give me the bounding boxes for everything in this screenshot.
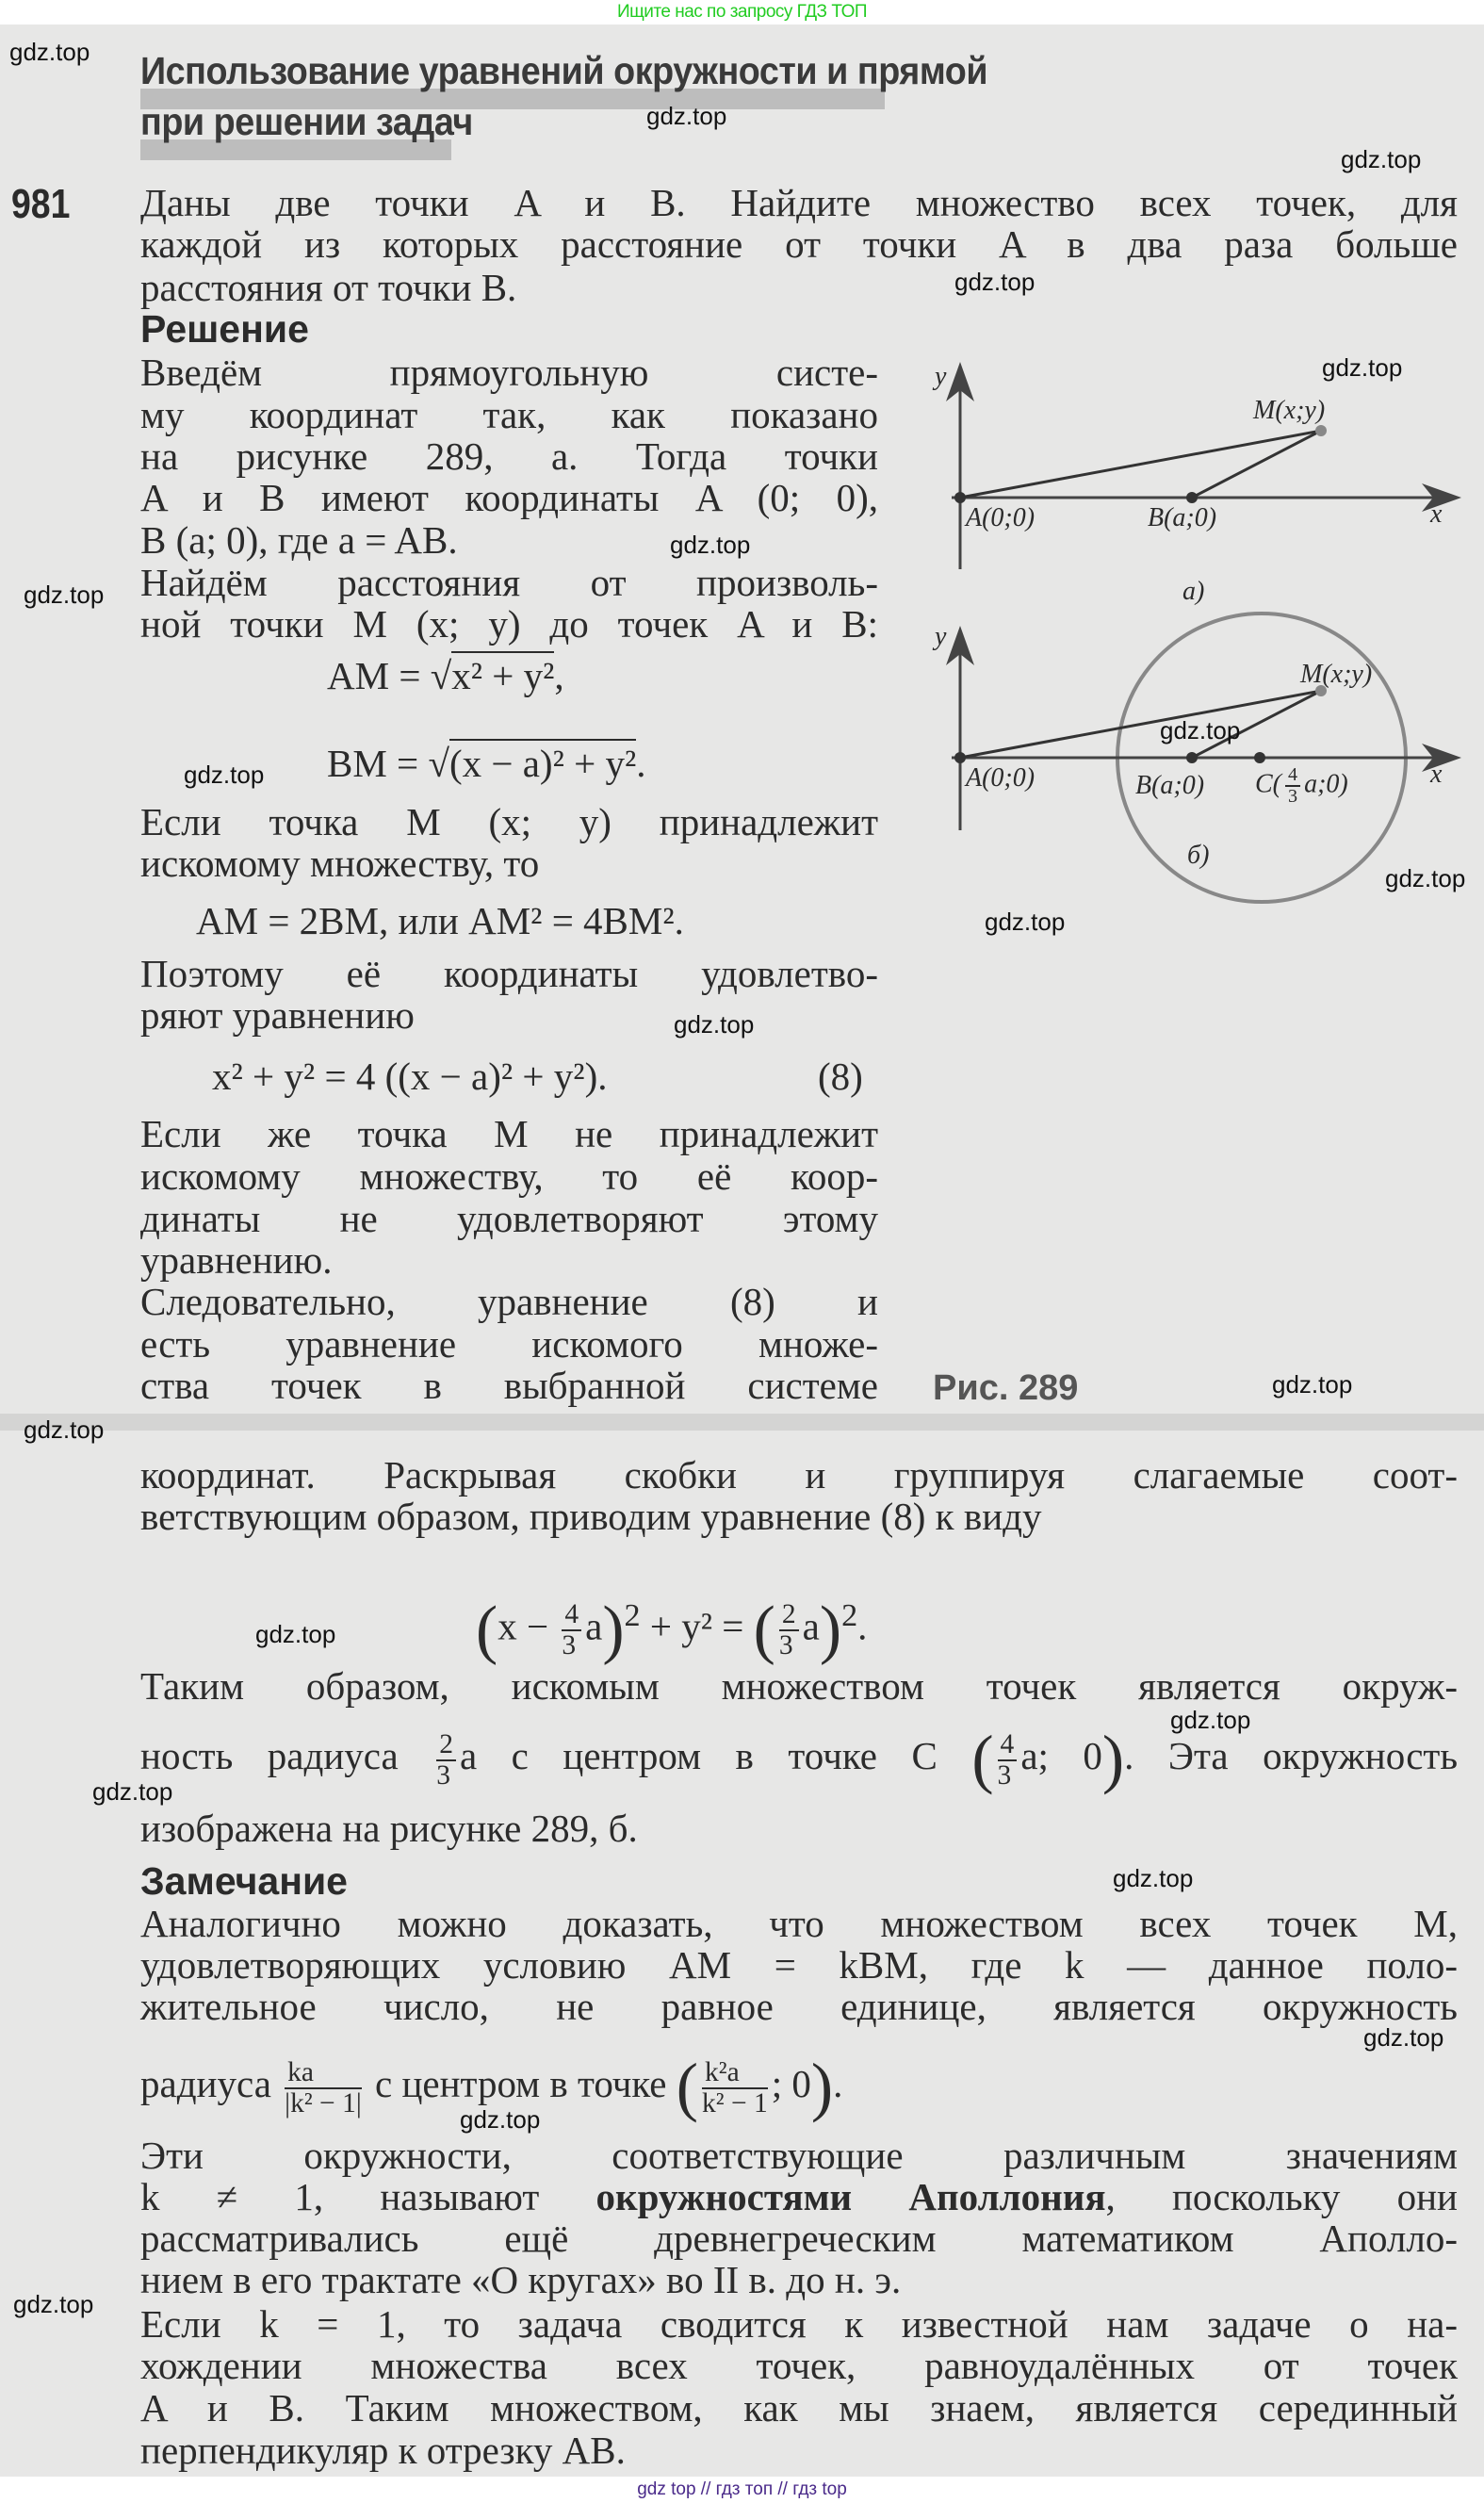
watermark: gdz.top <box>13 2290 94 2318</box>
fraction <box>702 2058 768 2119</box>
problem-text: каждой из которых расстояние от точки A в два раза больше <box>140 222 1458 266</box>
text-part: ; 0 <box>771 2062 811 2105</box>
term-apollonius-circles: окружностями Аполлония <box>595 2175 1106 2218</box>
watermark: gdz.top <box>92 1777 173 1806</box>
watermark: gdz.top <box>954 268 1036 296</box>
watermark: gdz.top <box>255 1620 336 1648</box>
watermark: gdz.top <box>24 581 105 609</box>
fraction <box>998 1730 1018 1791</box>
numerator: 2 <box>779 1600 799 1631</box>
text-line: Если k = 1, то задача сводится к известной нам задаче о на- <box>140 2302 1458 2346</box>
figure-a-label: а) <box>1182 577 1205 606</box>
axis-label-x: x <box>1430 760 1443 789</box>
watermark: gdz.top <box>646 102 727 130</box>
watermark: gdz.top <box>985 908 1066 936</box>
formula-part: BM = <box>327 742 429 785</box>
formula-part: , <box>554 654 564 697</box>
segment-bm <box>1192 431 1321 498</box>
paren: ( <box>753 1594 775 1667</box>
axis-label-y: y <box>935 622 947 651</box>
formula-part: . <box>636 742 646 785</box>
segment-am <box>960 691 1321 758</box>
denominator: 3 <box>778 1630 793 1661</box>
label-m: M(x;y) <box>1253 396 1326 425</box>
footer-links[interactable]: gdz top // гдз топ // гдз top <box>637 2479 847 2499</box>
text-line: ной точки M (x; y) до точек A и B: <box>140 602 878 646</box>
problem-number: 981 <box>11 181 71 227</box>
text-line: искомому множеству, то её коор- <box>140 1154 878 1198</box>
text-line: ветствующим образом, приводим уравнение (8) к виду <box>140 1495 1042 1538</box>
paren: ) <box>810 2051 834 2124</box>
label-c <box>1255 765 1348 807</box>
formula-bm: BM = √(x − a)² + y². <box>327 742 646 785</box>
axis-label-x: x <box>1430 499 1443 529</box>
label-b: B(a;0) <box>1148 503 1217 532</box>
text-line: удовлетворяющих условию AM = kBM, где k — данное поло- <box>140 1943 1458 1987</box>
watermark: gdz.top <box>9 38 90 66</box>
text-part: , поскольку они <box>1105 2175 1458 2218</box>
formula-part: x − <box>497 1604 559 1648</box>
denominator: 3 <box>1288 786 1298 808</box>
text-line: на рисунке 289, а. Тогда точки <box>140 434 878 478</box>
fraction <box>562 1600 581 1660</box>
denominator: 3 <box>436 1759 450 1791</box>
text-line: ряют уравнению <box>140 993 415 1037</box>
numerator: ka <box>285 2058 362 2089</box>
figure-caption: Рис. 289 <box>933 1368 1079 1408</box>
watermark: gdz.top <box>670 531 751 559</box>
point-a <box>954 492 966 503</box>
text-line-apollonius <box>140 2175 1458 2218</box>
text-line: Введём прямоугольную систе- <box>140 351 878 394</box>
text-part: a; 0 <box>1020 1734 1102 1777</box>
denominator: 3 <box>997 1759 1012 1791</box>
denominator: |k² − 1| <box>285 2087 362 2119</box>
numerator: 4 <box>1285 765 1300 787</box>
text-line: му координат так, как показано <box>140 393 878 436</box>
text-line: A и B имеют координаты A (0; 0), <box>140 476 878 519</box>
text-line: Таким образом, искомым множеством точек является окруж- <box>140 1664 1458 1708</box>
text-line: перпендикуляр к отрезку AB. <box>140 2429 626 2472</box>
fraction <box>1285 765 1300 807</box>
denominator: k² − 1 <box>701 2087 768 2119</box>
watermark: gdz.top <box>184 761 265 789</box>
text-line: уравнению. <box>140 1238 333 1282</box>
label-a: A(0;0) <box>966 503 1036 532</box>
formula-am: AM = √x² + y², <box>327 654 564 697</box>
text-line: Аналогично можно доказать, что множеством всех точек M, <box>140 1902 1458 1945</box>
top-banner[interactable]: Ищите нас по запросу ГДЗ ТОП <box>616 2 868 22</box>
label-m: M(x;y) <box>1300 660 1373 689</box>
formula-part: a <box>802 1604 820 1648</box>
text-line: координат. Раскрывая скобки и группируя слагаемые соот- <box>140 1453 1458 1497</box>
label-part: a;0) <box>1304 769 1348 799</box>
text-line: рассматривались ещё древнегреческим математиком Аполло- <box>140 2217 1458 2260</box>
text-part: радиуса <box>140 2062 271 2105</box>
text-line-radius <box>140 1723 1459 1796</box>
paren: ) <box>1101 1723 1125 1796</box>
watermark: gdz.top <box>674 1010 755 1039</box>
text-line: жительное число, не равное единице, является окружность <box>140 1985 1458 2028</box>
paren: ) <box>602 1594 625 1667</box>
watermark: gdz.top <box>1322 353 1403 382</box>
radicand: x² + y² <box>451 651 554 697</box>
watermark: gdz.top <box>1341 145 1422 173</box>
text-line: изображена на рисунке 289, б. <box>140 1807 638 1850</box>
section-title: при решении задач <box>140 100 473 143</box>
numerator: 4 <box>998 1730 1018 1761</box>
section-title: Использование уравнений окружности и прямой <box>140 49 988 92</box>
radicand: (x − a)² + y² <box>449 739 636 785</box>
watermark: gdz.top <box>24 1415 105 1444</box>
formula-ratio: AM = 2BM, или AM² = 4BM². <box>196 899 684 942</box>
point-a <box>954 752 966 763</box>
exponent: 2 <box>841 1598 858 1633</box>
numerator: 2 <box>436 1730 456 1761</box>
text-part: k ≠ 1, называют <box>140 2175 596 2218</box>
text-line: B (a; 0), где a = AB. <box>140 518 458 562</box>
numerator: k²a <box>702 2058 768 2089</box>
watermark: gdz.top <box>1170 1706 1251 1734</box>
text-part: . <box>833 2062 843 2105</box>
point-c <box>1254 752 1265 763</box>
formula-eq8: x² + y² = 4 ((x − a)² + y²). <box>212 1055 608 1098</box>
watermark: gdz.top <box>1160 716 1241 744</box>
label-part: C( <box>1255 769 1281 799</box>
text-line: Если же точка M не принадлежит <box>140 1112 878 1155</box>
text-line: Найдём расстояния от произволь- <box>140 561 878 604</box>
text-line: хождении множества всех точек, равноудалённых от точек <box>140 2344 1458 2387</box>
remark-heading: Замечание <box>140 1859 348 1903</box>
paren: ( <box>971 1723 994 1796</box>
text-line: A и B. Таким множеством, как мы знаем, является серединный <box>140 2386 1458 2429</box>
text-line: ства точек в выбранной системе <box>140 1364 878 1407</box>
watermark: gdz.top <box>1385 864 1466 892</box>
point-b <box>1186 492 1198 503</box>
text-line: динаты не удовлетворяют этому <box>140 1197 878 1240</box>
fraction <box>285 2058 362 2119</box>
problem-text: расстояния от точки B. <box>140 266 517 309</box>
problem-text: Даны две точки A и B. Найдите множество всех точек, для <box>140 181 1458 224</box>
paren: ( <box>476 1594 498 1667</box>
scan-seam <box>0 1414 1484 1431</box>
figure-a <box>952 368 1456 569</box>
formula-part: . <box>857 1604 868 1648</box>
text-part: ность радиуса <box>140 1734 399 1777</box>
fraction <box>779 1600 799 1660</box>
fraction <box>436 1730 456 1791</box>
figure-b-label: б) <box>1187 841 1210 870</box>
formula-part: a <box>585 1604 603 1648</box>
text-part: . Эта окружность <box>1124 1734 1459 1777</box>
label-b: B(a;0) <box>1135 771 1205 800</box>
axis-label-y: y <box>935 362 947 391</box>
watermark: gdz.top <box>460 2105 541 2134</box>
equation-number: (8) <box>818 1055 863 1098</box>
text-line: искомому множеству, то <box>140 842 540 885</box>
text-part: a с центром в точке C <box>459 1734 938 1777</box>
watermark: gdz.top <box>1113 1864 1194 1892</box>
formula-circle <box>476 1583 868 1667</box>
text-line: нием в его трактате «О кругах» во II в. до н. э. <box>140 2258 902 2301</box>
segment-am <box>960 431 1321 498</box>
watermark: gdz.top <box>1272 1370 1353 1399</box>
text-line: Если точка M (x; y) принадлежит <box>140 800 878 843</box>
paren: ( <box>676 2051 698 2124</box>
text-part: с центром в точке <box>375 2062 667 2105</box>
text-line: Поэтому её координаты удовлетво- <box>140 952 878 995</box>
label-a: A(0;0) <box>966 763 1036 793</box>
numerator: 4 <box>562 1600 581 1631</box>
formula-part: + y² = <box>640 1604 754 1648</box>
solution-heading: Решение <box>140 307 309 351</box>
paren: ) <box>819 1594 842 1667</box>
formula-part: AM = <box>327 654 431 697</box>
watermark: gdz.top <box>1363 2023 1444 2052</box>
text-line: Эти окружности, соответствующие различным значениям <box>140 2134 1458 2177</box>
point-m <box>1315 425 1327 436</box>
text-line: Следовательно, уравнение (8) и <box>140 1280 878 1323</box>
exponent: 2 <box>624 1598 641 1633</box>
text-line: есть уравнение искомого множе- <box>140 1322 878 1366</box>
denominator: 3 <box>562 1630 577 1661</box>
point-b <box>1186 752 1198 763</box>
